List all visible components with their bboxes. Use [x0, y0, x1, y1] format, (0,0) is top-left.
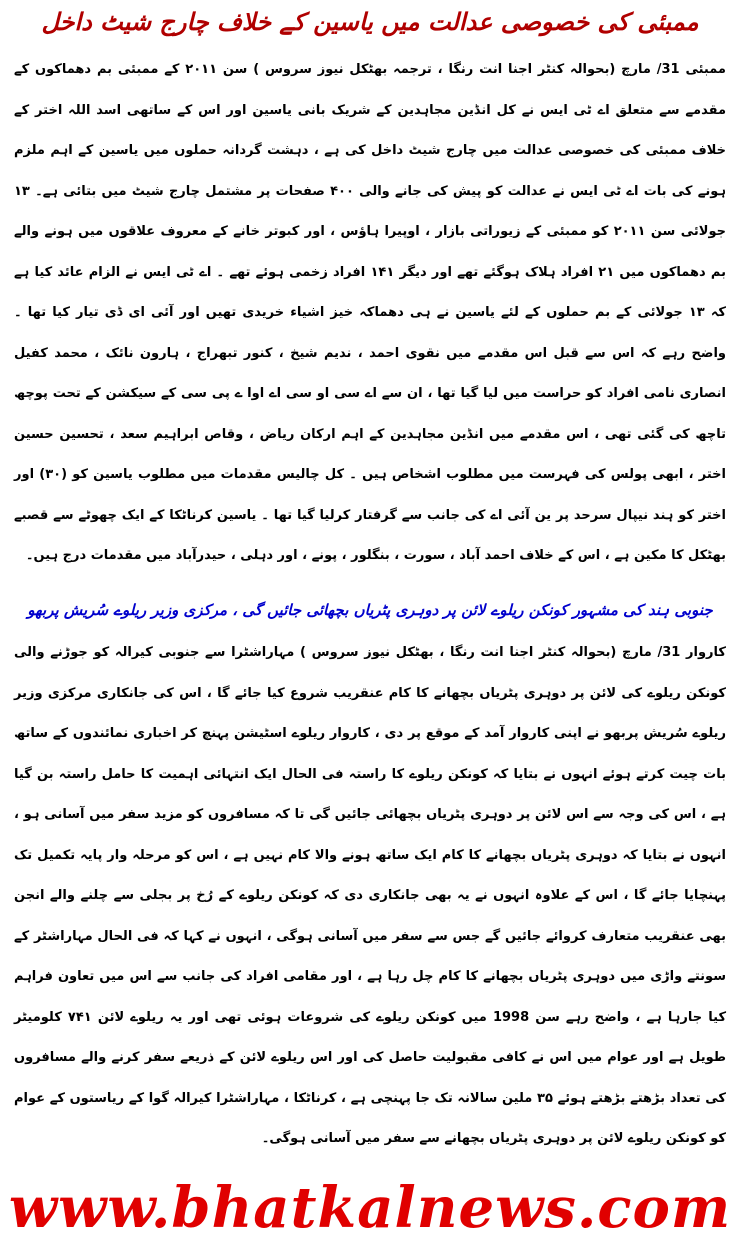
article-2-body-paragraph	[14, 633, 726, 1160]
website-watermark: www.bhatkalnews.com	[8, 1175, 732, 1241]
article-1-body-paragraph	[14, 50, 726, 577]
article-1-dateline: ممبئی 31/ مارچ (بحوالہ کنٹر اجنا انت رنگا ، ترجمہ بھٹکل نیوز سروس )	[253, 62, 726, 77]
article-2-headline: جنوبی ہند کی مشہور کونکن ریلوے لائن پر دوہری پٹریاں بچھائی جائیں گی ، مرکزی وزیر ریلوے سُریش پربھو	[27, 601, 713, 619]
article-1-headline: ممبئی کی خصوصی عدالت میں یاسین کے خلاف چارج شیٹ داخل	[41, 8, 699, 36]
article-1-body: سن ۲۰۱۱ کے ممبئی بم دھماکوں کے مقدمے سے متعلق اے ٹی ایس نے کل انڈین مجاہدین کے شریک بانی یاسین اور اس کے ساتھی اسد اللہ اختر کے خلاف ممبئی کی خصوصی عدالت میں چارج شیٹ داخل کی ہے ، دہشت گردانہ حملوں میں یاسین کے اہم ملزم ہونے کی بات اے ٹی ایس نے عدالت کو پیش کی جانے والی ۴۰۰ صفحات پر مشتمل چارج شیٹ میں بتائی ہے۔ ۱۳ جولائی سن ۲۰۱۱ کو ممبئی کے زیوراتی بازار ، اوپیرا ہاؤس ، اور کبوتر خانے کے معروف علاقوں میں ہونے والے بم دھماکوں میں ۲۱ افراد ہلاک ہوگئے تھے اور دیگر ۱۴۱ افراد زخمی ہوئے تھے ۔ اے ٹی ایس نے الزام عائد کیا ہے کہ ۱۳ جولائی کے بم حملوں کے لئے یاسین نے ہی دھماکہ خیز اشیاء خریدی تھیں اور آئی ای ڈی تیار کیا تھا ۔ واضح رہے کہ اس سے قبل اس مقدمے میں نقوی احمد ، ندیم شیخ ، کنور تبھراج ، ہارون نائک ، محمد کفیل انصاری نامی افراد کو حراست میں لیا گیا تھا ، ان سے اے سی او سی اے اوا ے پی سی کے سیکشن کے تحت پوچھ تاچھ کی گئی تھی ، اس مقدمے میں انڈین مجاہدین کے اہم ارکان ریاض ، وقاص ابراہیم سعد ، تحسین حسین اختر ، ابھی پولس کی فہرست میں مطلوب اشخاص ہیں ۔ کل چالیس مقدمات میں مطلوب یاسین کو (۳۰) اور اختر کو ہند نیپال سرحد پر ین آئی اے کی جانب سے گرفتار کرلیا گیا تھا ۔ یاسین کرناٹکا کے ایک چھوٹے سے قصبے بھٹکل کا مکین ہے ، اس کے خلاف احمد آباد ، سورت ، بنگلور ، پونے ، اور دہلی ، حیدرآباد میں مقدمات درج ہیں۔	[14, 62, 726, 563]
article-2-body: مہاراشٹرا سے جنوبی کیرالہ کو جوڑنے والی کونکن ریلوے کی لائن پر دوہری پٹریاں بچھانے کا کام عنقریب شروع کیا جائے گا ، اس کی جانکاری مرکزی وزیر ریلوے سُریش پربھو نے اپنی کاروار آمد کے موقع پر دی ، کاروار ریلوے اسٹیشن پہنچ کر اخباری نمائندوں کے ساتھ بات چیت کرتے ہوئے انہوں نے بتایا کہ کونکن ریلوے کا راستہ فی الحال ایک انتہائی اہمیت کا حامل راستہ بن گیا ہے ، اس کی وجہ سے اس لائن پر دوہری پٹریاں بچھائی جائیں گی تا کہ مسافروں کو مزید سفر میں آسانی ہو ، انہوں نے بتایا کہ دوہری پٹریاں بچھانے کا کام ایک ساتھ ہونے والا کام نہیں ہے ، اس کو مرحلہ وار پایہ تکمیل تک پہنچایا جائے گا ، اس کے علاوہ انہوں نے یہ بھی جانکاری دی کہ کونکن ریلوے کے رُخ پر بجلی سے چلنے والے انجن بھی عنقریب متعارف کروائے جائیں گے جس سے سفر میں آسانی ہوگی ، انہوں نے کہا کہ فی الحال مہاراشٹر کے سونتے واڑی میں دوہری پٹریاں بچھانے کا کام چل رہا ہے ، اور مقامی افراد کی جانب سے اس میں تعاون فراہم کیا جارہا ہے ، واضح رہے سن 1998 میں کونکن ریلوے کی شروعات ہوئی تھی اور یہ ریلوے لائن ۷۴۱ کلومیٹر طویل ہے اور عوام میں اس نے کافی مقبولیت حاصل کی اور اس ریلوے لائن کے ذریعے سفر کرنے والے مسافروں کی تعداد بڑھتے بڑھتے ہوئے ۳۵ ملین سالانہ تک جا پہنچی ہے ، کرناٹکا ، مہاراشٹرا کیرالہ گوا کے ریاستوں کے عوام کو کونکن ریلوے لائن پر دوہری پٹریاں بچھانے سے سفر میں آسانی ہوگی۔	[14, 645, 727, 1146]
article-2-dateline: کاروار 31/ مارچ (بحوالہ کنٹر اجنا انت رنگا ، بھٹکل نیوز سروس )	[299, 645, 726, 660]
